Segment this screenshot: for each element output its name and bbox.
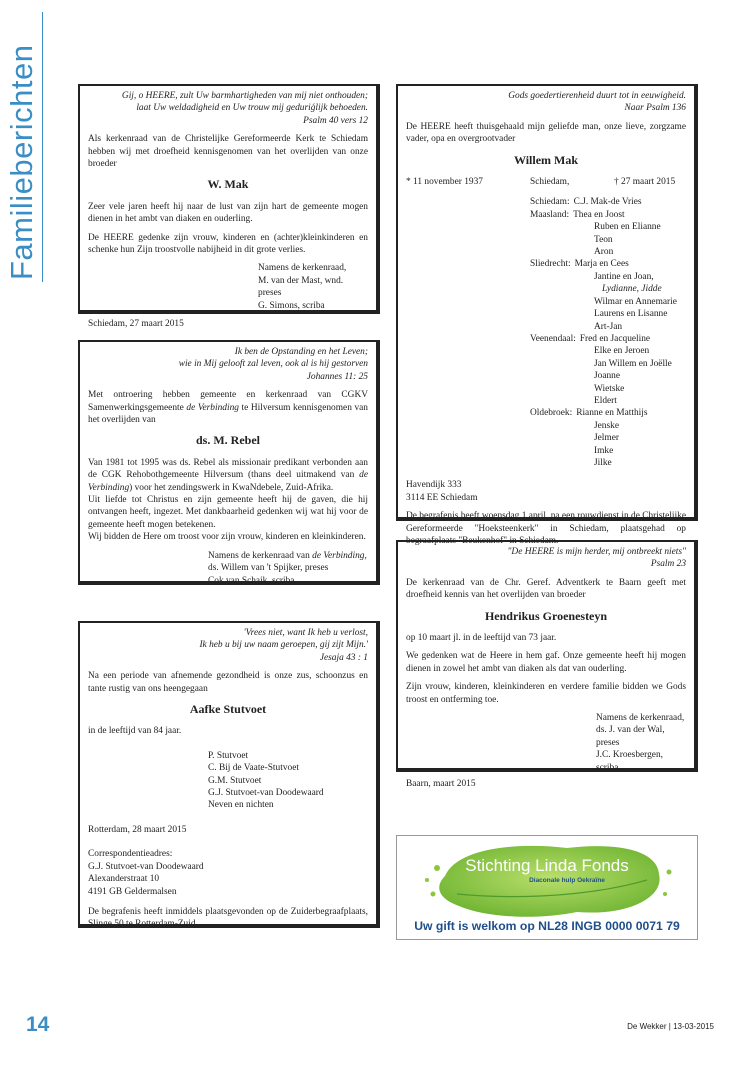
family-row [530, 395, 686, 407]
verse [88, 346, 368, 383]
birth-date: * 11 november 1937 [406, 177, 483, 188]
place-date: Schiedam, 27 maart 2015 [88, 319, 184, 330]
family-row [530, 420, 686, 432]
verse-line: Gods goedertierenheid duurt tot in eeuwigheid. [508, 91, 686, 101]
family-names: Teon [594, 234, 613, 245]
verse-line: Gij, o HEERE, zult Uw barmhartigheden van mij niet onthouden; [121, 91, 368, 101]
family-row [530, 296, 686, 308]
family-member: P. Stutvoet [208, 750, 249, 761]
family-names: Fred en Jacqueline [579, 333, 651, 344]
verse-line: wie in Mij gelooft zal leven, ook al is hij gestorven [178, 359, 368, 370]
family-location: Sliedrecht: [530, 259, 571, 270]
family-row [530, 246, 686, 258]
body-text: Zeer vele jaren heeft hij naar de lust van zijn hart de gemeente mogen dienen in het ambt van diaken en ouderling. [88, 201, 368, 225]
family-row [530, 308, 686, 320]
ad-subtitle: Diaconale hulp Oekraïne [529, 877, 605, 884]
deceased-name: Willem Mak [513, 152, 579, 167]
family-names: Thea en Joost [573, 209, 625, 220]
verse [88, 90, 368, 127]
family-names: Laurens en Lisanne [594, 309, 668, 320]
body-text: Wij bidden de Here om troost voor zijn vrouw, kinderen en kleinkinderen. [88, 532, 366, 543]
notice-hendrikus-groenesteyn [396, 540, 698, 790]
family-names: Marja en Cees [574, 259, 629, 270]
family-list [530, 196, 686, 469]
page-number: 14 [26, 1013, 50, 1036]
family-names: Jantine en Joan, [594, 271, 654, 282]
family-names: Rianne en Matthijs [576, 408, 648, 419]
family-location: Maasland: [530, 209, 570, 220]
ad-title: Stichting Linda Fonds [465, 856, 629, 875]
signature-line: M. van der Mast, wnd. preses [258, 275, 344, 299]
correspondence-address [88, 848, 368, 898]
family-names: Joanne [594, 371, 621, 382]
verse [88, 627, 368, 664]
verse-reference: Naar Psalm 136 [624, 103, 686, 114]
life-dates [406, 176, 686, 188]
section-divider-line [42, 12, 43, 282]
verse-line: "De HEERE is mijn herder, mij ontbreekt niets" [507, 547, 686, 557]
family-location: Oldebroek: [530, 408, 573, 419]
intro-text: De HEERE heeft thuisgehaald mijn geliefde man, onze lieve, zorgzame vader, opa en overgrootvader [406, 121, 686, 145]
footer-text: De Wekker | 13-03-2015 [627, 1022, 714, 1031]
family-names: Ruben en Elianne [594, 222, 661, 233]
signature-line: G. Simons, scriba [258, 300, 325, 311]
family-names: Art-Jan [594, 321, 623, 332]
age-text: op 10 maart jl. in de leeftijd van 73 jaar. [406, 633, 557, 644]
place: Schiedam, [530, 177, 570, 188]
body-text: De HEERE gedenke zijn vrouw, kinderen en (achter)kleinkinderen en schenke hun Zijn troostvolle nabijheid in dit grote verlies. [88, 232, 368, 256]
signature-line: ds. Willem van 't Spijker, preses [208, 563, 329, 574]
family-row [530, 209, 686, 221]
family-row [530, 407, 686, 419]
family-row [530, 196, 686, 208]
family-member: C. Bij de Vaate-Stutvoet [208, 763, 299, 774]
family-member: G.M. Stutvoet [208, 775, 262, 786]
family-row [530, 234, 686, 246]
notice-willem-mak [396, 84, 698, 546]
signature-block [258, 262, 368, 312]
deceased-name: W. Mak [207, 177, 249, 192]
signature-block [596, 712, 686, 774]
verse-line: 'Vrees niet, want Ik heb u verlost, [243, 628, 368, 638]
family-row [530, 333, 686, 345]
family-member: Neven en nichten [208, 800, 274, 811]
family-row [530, 283, 686, 295]
family-row [530, 445, 686, 457]
family-row [530, 432, 686, 444]
family-names: Eldert [594, 395, 617, 406]
family-names: Lydianne, Jidde [602, 284, 662, 295]
body-text: Zijn vrouw, kinderen, kleinkinderen en verdere familie bidden we Gods troost en ontferming toe. [406, 682, 686, 705]
address-line: G.J. Stutvoet-van Doodewaard [88, 861, 204, 872]
verse-reference: Jesaja 43 : 1 [319, 652, 368, 663]
family-names: Jenske [594, 420, 619, 431]
intro-text: De kerkenraad van de Chr. Geref. Adventkerk te Baarn geeft met droefheid kennis van het overlijden van broeder [406, 577, 686, 601]
family-location: Veenendaal: [530, 333, 576, 344]
family-names: Jilke [594, 457, 612, 468]
text-emphasis: de Verbinding [88, 470, 368, 493]
family-row [530, 271, 686, 283]
text-part: ) voor het zendingswerk in KwaNdebele, Zuid-Afrika. [129, 482, 334, 493]
notice-aafke-stutvoet [78, 621, 380, 928]
place-date: Baarn, maart 2015 [406, 779, 476, 790]
address-line: 4191 GB Geldermalsen [88, 886, 177, 897]
verse-reference: Psalm 40 vers 12 [303, 115, 368, 126]
family-row [530, 358, 686, 370]
family-row [530, 457, 686, 469]
family-location: Schiedam: [530, 197, 570, 208]
linda-fonds-ad [396, 835, 698, 940]
funeral-text: De begrafenis heeft inmiddels plaatsgevonden op de Zuiderbegraafplaats, Slinge 50 te Rotterdam-Zuid. [88, 906, 368, 930]
verse-line: laat Uw weldadigheid en Uw trouw mij geduriǵlijk behoeden. [136, 103, 368, 114]
verse-line: Ik ben de Opstanding en het Leven; [234, 347, 368, 357]
family-names: Jelmer [594, 433, 619, 444]
family-block [208, 750, 368, 812]
text-part: te Hilversum kennisgenomen van het overlijden van [88, 402, 368, 426]
signature-line: Namens de kerkenraad, [258, 263, 347, 274]
family-row [530, 258, 686, 270]
verse-reference: Johannes 11: 25 [306, 371, 368, 382]
signature-line: Cok van Schaik, scriba [208, 575, 295, 586]
deceased-name: ds. M. Rebel [196, 433, 260, 448]
body-text: Uit liefde tot Christus en zijn gemeente heeft hij de gaven, die hij ontvangen heeft, ingezet. Met dankbaarheid gedenken wij wat hij voor de gemeente heeft mogen betekenen. [88, 495, 368, 530]
signature-line: ds. J. van der Wal, preses [596, 725, 665, 748]
ad-gift-text: Uw gift is welkom op NL28 INGB 0000 0071 79 [414, 919, 680, 933]
deceased-name: Aafke Stutvoet [189, 702, 267, 717]
text-emphasis: de Verbinding, [312, 550, 367, 561]
signature-line: Namens de kerkenraad, [596, 713, 685, 724]
address [406, 479, 686, 504]
address-line: Havendijk 333 [406, 480, 462, 491]
death-date: † 27 maart 2015 [614, 177, 676, 188]
verse [406, 546, 686, 571]
family-row [530, 221, 686, 233]
notice-ds-rebel [78, 340, 380, 585]
verse-reference: Psalm 23 [650, 559, 686, 570]
text-part: Van 1981 tot 1995 was ds. Rebel als missionair predikant verbonden aan de CGK Rehobothgemeente Hilversum (thans deel uitmakend van [88, 457, 368, 481]
place-date: Rotterdam, 28 maart 2015 [88, 824, 187, 835]
family-row [530, 370, 686, 382]
funeral-text: De begrafenis heeft woensdag 1 april, na een rouwdienst in de Christelijke Gereformeerde "Hoeksteenkerk" in Schiedam, plaatsgehad op begraafplaats "Beukenhof" in Schiedam. [406, 511, 686, 546]
family-row [530, 383, 686, 395]
family-row [530, 345, 686, 357]
intro-text: Als kerkenraad van de Christelijke Gereformeerde Kerk te Schiedam hebben wij met droefheid kennisgenomen van het overlijden van onze broeder [88, 134, 368, 170]
signature-line [208, 550, 368, 562]
intro-text [88, 389, 368, 426]
address-label: Correspondentieadres: [88, 849, 173, 860]
family-row [530, 321, 686, 333]
text-part: Met ontroering hebben gemeente en kerkenraad van CGKV Samenwerkingsgemeente [88, 390, 368, 413]
family-names: Jan Willem en Joëlle [594, 358, 672, 369]
family-names: Elke en Jeroen [594, 346, 650, 357]
body-text: We gedenken wat de Heere in hem gaf. Onze gemeente heeft hij mogen dienen in zowel het ambt van diaken als dat van ouderling. [406, 651, 686, 674]
address-line: Alexanderstraat 10 [88, 874, 160, 885]
signature-block [208, 550, 368, 587]
family-names: Aron [594, 247, 614, 258]
family-names: C.J. Mak-de Vries [573, 197, 642, 208]
deceased-name: Hendrikus Groenesteyn [484, 608, 608, 623]
body-text [88, 457, 368, 494]
text-part: Namens de kerkenraad van [208, 550, 313, 561]
family-names: Wilmar en Annemarie [594, 296, 677, 307]
notice-w-mak [78, 84, 380, 330]
verse [406, 90, 686, 115]
verse-line: Ik heb u bij uw naam geroepen, gij zijt Mijn.' [199, 640, 368, 651]
family-member: G.J. Stutvoet-van Doodewaard [208, 788, 324, 799]
section-title: Familieberichten [4, 44, 39, 280]
address-line: 3114 EE Schiedam [406, 492, 478, 503]
family-names: Imke [594, 445, 614, 456]
family-names: Wietske [594, 383, 625, 394]
signature-line: J.C. Kroesbergen, scriba [596, 750, 664, 773]
age-text: in de leeftijd van 84 jaar. [88, 726, 182, 737]
text-emphasis: de Verbinding [186, 402, 239, 413]
intro-text: Na een periode van afnemende gezondheid is onze zus, schoonzus en tante rustig van ons heengegaan [88, 671, 368, 694]
